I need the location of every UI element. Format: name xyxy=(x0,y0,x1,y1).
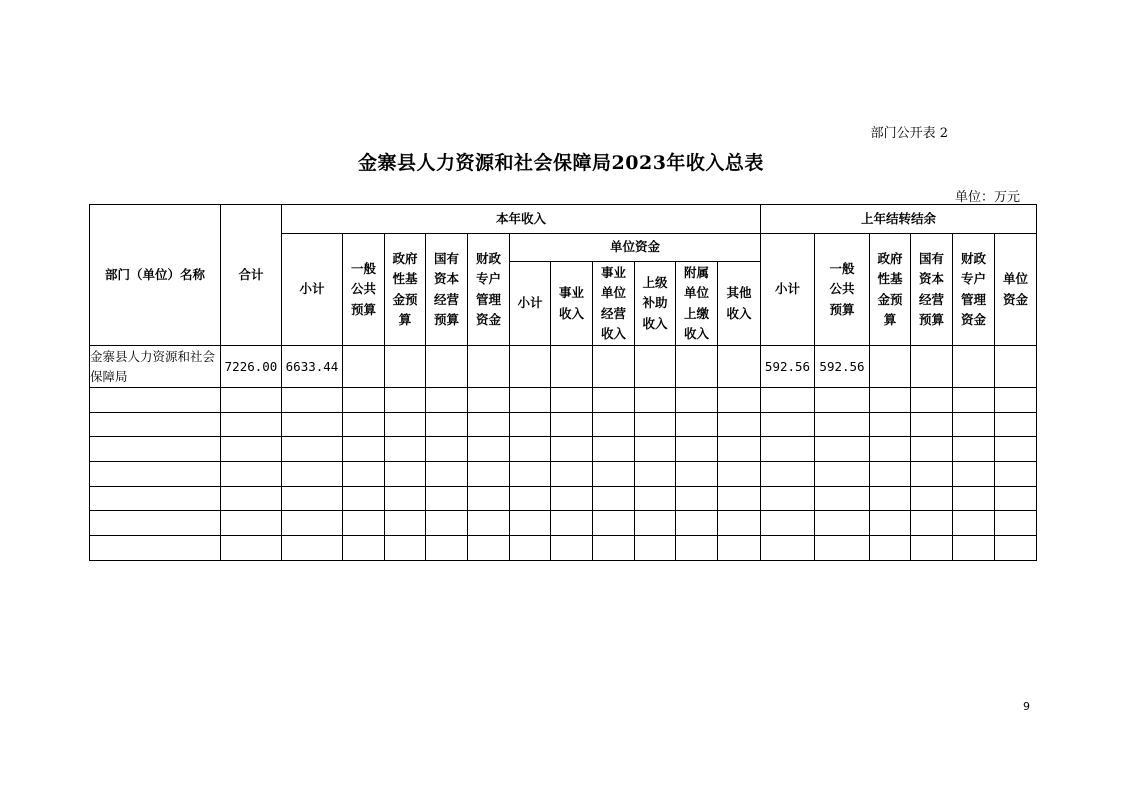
value-cell xyxy=(343,536,385,561)
value-cell xyxy=(468,486,510,511)
value-cell xyxy=(593,462,635,487)
value-cell xyxy=(468,412,510,437)
value-cell xyxy=(551,437,593,462)
table-body xyxy=(90,346,1037,561)
value-cell xyxy=(221,536,282,561)
value-cell xyxy=(510,437,551,462)
header-total: 合计 xyxy=(221,205,282,346)
value-cell xyxy=(385,486,426,511)
value-cell xyxy=(718,462,761,487)
value-cell xyxy=(870,346,911,388)
value-cell xyxy=(995,536,1037,561)
value-cell xyxy=(551,462,593,487)
value-cell xyxy=(468,511,510,536)
value-cell xyxy=(953,346,995,388)
value-cell xyxy=(718,437,761,462)
header-carryover-state-capital: 国有 资本 经营 预算 xyxy=(911,234,953,346)
header-other-income: 其他 收入 xyxy=(718,262,761,346)
value-cell xyxy=(718,388,761,413)
table-row xyxy=(90,346,1037,388)
header-unit-funds: 单位资金 xyxy=(510,234,761,262)
value-cell xyxy=(635,388,676,413)
page-number: 9 xyxy=(1023,700,1030,713)
value-cell xyxy=(761,486,815,511)
value-cell xyxy=(676,346,718,388)
value-cell: 7226.00 xyxy=(221,346,282,388)
value-cell xyxy=(953,462,995,487)
value-cell xyxy=(593,346,635,388)
value-cell xyxy=(911,412,953,437)
header-business-income: 事业 收入 xyxy=(551,262,593,346)
value-cell xyxy=(995,388,1037,413)
value-cell xyxy=(635,511,676,536)
value-cell xyxy=(635,412,676,437)
value-cell xyxy=(676,486,718,511)
table-row xyxy=(90,462,1037,487)
value-cell xyxy=(385,412,426,437)
header-unit-subtotal: 小计 xyxy=(510,262,551,346)
value-cell xyxy=(468,536,510,561)
value-cell xyxy=(761,511,815,536)
header-carryover-unit-funds: 单位 资金 xyxy=(995,234,1037,346)
value-cell xyxy=(761,412,815,437)
header-current-year-income: 本年收入 xyxy=(282,205,761,234)
dept-name-cell xyxy=(90,412,221,437)
dept-name-cell xyxy=(90,486,221,511)
value-cell xyxy=(385,388,426,413)
value-cell xyxy=(426,388,468,413)
header-special-account-funds: 财政 专户 管理 资金 xyxy=(468,234,510,346)
header-general-budget: 一般 公共 预算 xyxy=(343,234,385,346)
value-cell xyxy=(282,388,343,413)
value-cell xyxy=(510,346,551,388)
value-cell xyxy=(343,511,385,536)
table-row xyxy=(90,437,1037,462)
header-subordinate-income: 附属 单位 上缴 收入 xyxy=(676,262,718,346)
value-cell xyxy=(343,388,385,413)
dept-name-cell xyxy=(90,511,221,536)
value-cell xyxy=(635,437,676,462)
value-cell: 592.56 xyxy=(761,346,815,388)
header-carryover-subtotal: 小计 xyxy=(761,234,815,346)
value-cell xyxy=(221,437,282,462)
value-cell xyxy=(426,536,468,561)
value-cell xyxy=(551,412,593,437)
value-cell xyxy=(221,486,282,511)
value-cell xyxy=(510,486,551,511)
dept-name-cell xyxy=(90,536,221,561)
value-cell xyxy=(953,388,995,413)
value-cell xyxy=(593,437,635,462)
value-cell xyxy=(551,511,593,536)
value-cell xyxy=(593,388,635,413)
value-cell xyxy=(510,536,551,561)
value-cell xyxy=(911,486,953,511)
header-state-capital-budget: 国有 资本 经营 预算 xyxy=(426,234,468,346)
value-cell xyxy=(426,412,468,437)
income-summary-table xyxy=(89,204,1037,561)
value-cell xyxy=(870,511,911,536)
header-business-operating-income: 事业 单位 经营 收入 xyxy=(593,262,635,346)
value-cell xyxy=(870,486,911,511)
value-cell xyxy=(676,462,718,487)
value-cell xyxy=(995,412,1037,437)
value-cell xyxy=(221,462,282,487)
value-cell xyxy=(221,388,282,413)
value-cell xyxy=(911,388,953,413)
value-cell xyxy=(761,536,815,561)
value-cell xyxy=(551,536,593,561)
table-row xyxy=(90,536,1037,561)
value-cell xyxy=(870,536,911,561)
value-cell xyxy=(953,437,995,462)
value-cell xyxy=(282,486,343,511)
value-cell xyxy=(995,346,1037,388)
table-row xyxy=(90,511,1037,536)
value-cell xyxy=(870,412,911,437)
unit-label: 单位：万元 xyxy=(954,190,1020,205)
table-row xyxy=(90,486,1037,511)
value-cell xyxy=(718,536,761,561)
value-cell xyxy=(385,462,426,487)
table-row xyxy=(90,388,1037,413)
value-cell xyxy=(385,536,426,561)
value-cell xyxy=(510,511,551,536)
header-gov-fund-budget: 政府 性基 金预 算 xyxy=(385,234,426,346)
value-cell xyxy=(385,437,426,462)
value-cell xyxy=(468,346,510,388)
value-cell xyxy=(282,536,343,561)
value-cell xyxy=(911,536,953,561)
value-cell xyxy=(343,486,385,511)
value-cell xyxy=(676,437,718,462)
value-cell xyxy=(911,437,953,462)
value-cell xyxy=(635,462,676,487)
value-cell xyxy=(676,536,718,561)
value-cell xyxy=(911,462,953,487)
value-cell xyxy=(718,486,761,511)
value-cell xyxy=(761,462,815,487)
value-cell xyxy=(911,346,953,388)
value-cell xyxy=(815,486,870,511)
page-title: 金寨县人力资源和社会保障局2023年收入总表 xyxy=(358,152,764,174)
value-cell xyxy=(221,511,282,536)
header-dept-name: 部门（单位）名称 xyxy=(90,205,221,346)
value-cell xyxy=(510,388,551,413)
header-carryover-general-budget: 一般 公共 预算 xyxy=(815,234,870,346)
value-cell xyxy=(815,437,870,462)
value-cell xyxy=(718,412,761,437)
value-cell xyxy=(718,511,761,536)
value-cell xyxy=(343,412,385,437)
table-row xyxy=(90,412,1037,437)
value-cell xyxy=(953,486,995,511)
dept-name-cell xyxy=(90,437,221,462)
value-cell xyxy=(426,437,468,462)
value-cell xyxy=(221,412,282,437)
value-cell xyxy=(635,486,676,511)
value-cell xyxy=(343,462,385,487)
value-cell xyxy=(870,437,911,462)
value-cell xyxy=(282,511,343,536)
value-cell xyxy=(676,511,718,536)
header-subtotal: 小计 xyxy=(282,234,343,346)
value-cell xyxy=(995,462,1037,487)
value-cell xyxy=(761,437,815,462)
value-cell xyxy=(995,486,1037,511)
value-cell xyxy=(468,437,510,462)
value-cell xyxy=(593,486,635,511)
value-cell xyxy=(468,462,510,487)
value-cell xyxy=(282,462,343,487)
value-cell: 592.56 xyxy=(815,346,870,388)
value-cell xyxy=(551,388,593,413)
header-carryover: 上年结转结余 xyxy=(761,205,1037,234)
header-superior-subsidy: 上级 补助 收入 xyxy=(635,262,676,346)
value-cell xyxy=(426,486,468,511)
value-cell xyxy=(510,412,551,437)
value-cell xyxy=(551,346,593,388)
value-cell xyxy=(761,388,815,413)
value-cell xyxy=(953,536,995,561)
form-label: 部门公开表 2 xyxy=(870,126,948,141)
value-cell xyxy=(815,462,870,487)
dept-name-cell: 金寨县人力资源和社会保障局 xyxy=(90,346,221,388)
value-cell xyxy=(282,412,343,437)
value-cell: 6633.44 xyxy=(282,346,343,388)
value-cell xyxy=(510,462,551,487)
value-cell xyxy=(282,437,343,462)
value-cell xyxy=(426,511,468,536)
value-cell xyxy=(815,388,870,413)
value-cell xyxy=(426,462,468,487)
value-cell xyxy=(815,412,870,437)
value-cell xyxy=(426,346,468,388)
value-cell xyxy=(343,437,385,462)
value-cell xyxy=(593,536,635,561)
value-cell xyxy=(385,346,426,388)
dept-name-cell xyxy=(90,462,221,487)
value-cell xyxy=(593,511,635,536)
value-cell xyxy=(676,412,718,437)
value-cell xyxy=(718,346,761,388)
value-cell xyxy=(815,536,870,561)
value-cell xyxy=(953,511,995,536)
value-cell xyxy=(343,346,385,388)
value-cell xyxy=(551,486,593,511)
value-cell xyxy=(635,536,676,561)
value-cell xyxy=(870,388,911,413)
value-cell xyxy=(995,511,1037,536)
value-cell xyxy=(593,412,635,437)
dept-name-cell xyxy=(90,388,221,413)
value-cell xyxy=(676,388,718,413)
value-cell xyxy=(870,462,911,487)
value-cell xyxy=(468,388,510,413)
value-cell xyxy=(911,511,953,536)
value-cell xyxy=(815,511,870,536)
value-cell xyxy=(995,437,1037,462)
header-carryover-gov-fund: 政府 性基 金预 算 xyxy=(870,234,911,346)
header-carryover-special-fund: 财政 专户 管理 资金 xyxy=(953,234,995,346)
value-cell xyxy=(953,412,995,437)
value-cell xyxy=(385,511,426,536)
value-cell xyxy=(635,346,676,388)
